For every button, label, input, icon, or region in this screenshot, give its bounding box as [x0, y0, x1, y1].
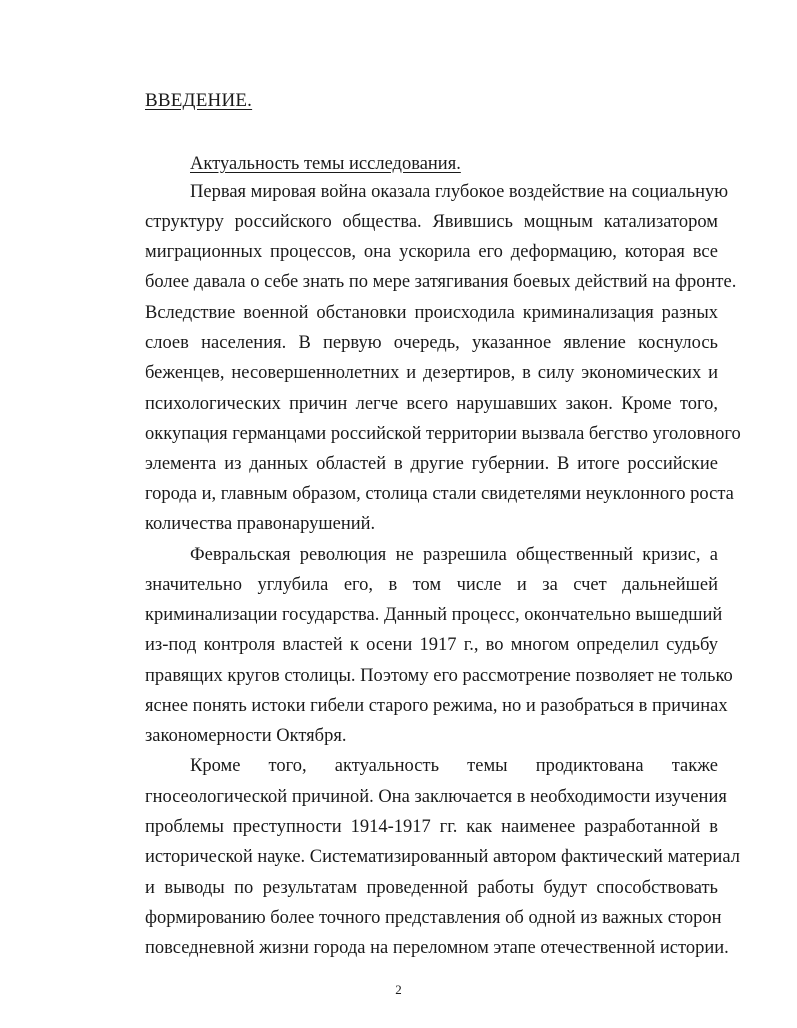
paragraph-line: криминализации государства. Данный процесс, окончательно вышедший [145, 605, 723, 625]
paragraph-line: миграционных процессов, она ускорила его деформацию, которая все [145, 242, 718, 262]
paragraph-line: закономерности Октября. [145, 726, 347, 746]
paragraph-line: и выводы по результатам проведенной работы будут способствовать [145, 878, 718, 898]
paragraph-line: значительно углубила его, в том числе и за счет дальнейшей [145, 575, 718, 595]
paragraph-line: оккупация германцами российской территории вызвала бегство уголовного [145, 424, 741, 444]
paragraph-line: беженцев, несовершеннолетних и дезертиров, в силу экономических и [145, 363, 718, 383]
paragraph-line: Вследствие военной обстановки происходила криминализация разных [145, 303, 718, 323]
paragraph-line: элемента из данных областей в другие губернии. В итоге российские [145, 454, 718, 474]
paragraph-line: Февральская революция не разрешила общественный кризис, а [190, 545, 718, 565]
paragraph-line: исторической науке. Систематизированный автором фактический материал [145, 847, 740, 867]
paragraph-line: более давала о себе знать по мере затягивания боевых действий на фронте. [145, 272, 737, 292]
paragraph-line: формированию более точного представления об одной из важных сторон [145, 908, 722, 928]
paragraph-line: структуру российского общества. Явившись мощным катализатором [145, 212, 718, 232]
paragraph-line: повседневной жизни города на переломном этапе отечественной истории. [145, 938, 729, 958]
paragraph-line: правящих кругов столицы. Поэтому его рассмотрение позволяет не только [145, 666, 733, 686]
paragraph-line: Кроме того, актуальность темы продиктована также [190, 756, 718, 776]
paragraph-line: города и, главным образом, столица стали свидетелями неуклонного роста [145, 484, 734, 504]
paragraph-line: слоев населения. В первую очередь, указанное явление коснулось [145, 333, 718, 353]
paragraph-line: количества правонарушений. [145, 514, 376, 534]
paragraph-line: проблемы преступности 1914-1917 гг. как наименее разработанной в [145, 817, 718, 837]
chapter-heading: ВВЕДЕНИЕ. [145, 90, 253, 111]
page-number: 2 [395, 982, 402, 997]
paragraph-line: гносеологической причиной. Она заключается в необходимости изучения [145, 787, 727, 807]
paragraph-line: Первая мировая война оказала глубокое воздействие на социальную [190, 182, 729, 202]
section-subheading: Актуальность темы исследования. [190, 154, 461, 174]
paragraph-line: психологических причин легче всего нарушавших закон. Кроме того, [145, 394, 718, 414]
paragraph-line: яснее понять истоки гибели старого режима, но и разобраться в причинах [145, 696, 728, 716]
paragraph-line: из-под контроля властей к осени 1917 г., во многом определил судьбу [145, 635, 718, 655]
